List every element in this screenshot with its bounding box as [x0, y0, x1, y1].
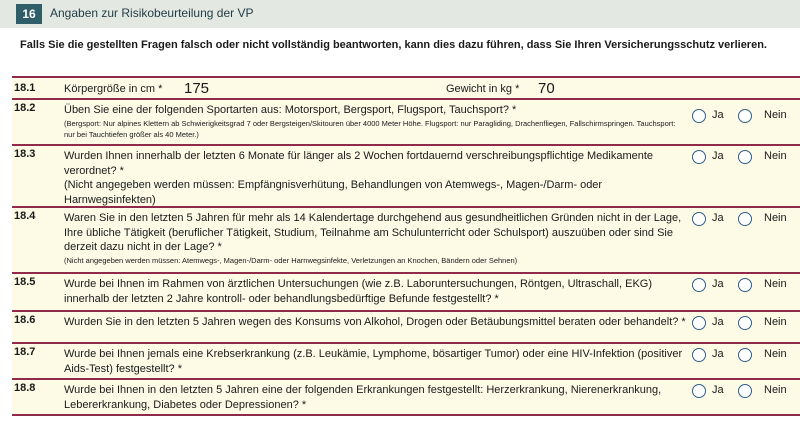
yes-label: Ja — [712, 150, 724, 162]
section-header — [0, 0, 800, 28]
yes-label: Ja — [712, 348, 724, 360]
question-number: 18.3 — [14, 148, 36, 160]
no-radio[interactable] — [738, 150, 752, 164]
no-radio[interactable] — [738, 109, 752, 123]
section-title: Angaben zur Risikobeurteilung der VP — [50, 6, 254, 20]
question-number: 18.5 — [14, 276, 36, 288]
section-number: 16 — [16, 4, 42, 24]
no-label: Nein — [764, 316, 787, 328]
question-row — [12, 208, 800, 274]
yes-label: Ja — [712, 109, 724, 121]
yes-radio[interactable] — [692, 109, 706, 123]
no-label: Nein — [764, 109, 787, 121]
no-label: Nein — [764, 278, 787, 290]
no-radio[interactable] — [738, 316, 752, 330]
no-radio[interactable] — [738, 212, 752, 226]
no-label: Nein — [764, 348, 787, 360]
no-radio[interactable] — [738, 278, 752, 292]
yes-label: Ja — [712, 316, 724, 328]
height-field[interactable]: 175 — [184, 80, 210, 97]
question-number: 18.6 — [14, 314, 36, 326]
question-text: Wurde bei Ihnen jemals eine Krebserkrankung (z.B. Leukämie, Lymphome, bösartiger Tumor) oder eine HIV-Infektion (positiver Aids-Test) festgestellt? * — [64, 348, 683, 375]
question-note: (Bergsport: Nur alpines Klettern ab Schwierigkeitsgrad 7 oder Bergsteigen/Skitouren über 4000 Meter Höhe. Flugsport: nur Paragliding, Drachenfliegen, Fallschirmspringen. Tauchsport: nur bei Tauchtiefen größer als 40 Meter.) — [64, 118, 676, 139]
question-note: (Nicht angegeben werden müssen: Empfängnisverhütung, Behandlungen von Atemwegs-, Magen-/Darm- oder Harnwegsinfekten) — [64, 179, 603, 206]
question-row — [12, 146, 800, 208]
questionnaire-table — [12, 76, 800, 416]
question-number: 18.2 — [14, 102, 36, 114]
question-text: Waren Sie in den letzten 5 Jahren für mehr als 14 Kalendertage durchgehend aus gesundheitlichen Gründen nicht in der Lage, Ihre übliche Tätigkeit (beruflicher Tätigkeit, Studium, Teilnahme am Schulunterricht oder Schulsport) auszuüben oder sind Sie derzeit dazu nicht in der Lage? * — [64, 212, 682, 253]
yes-radio[interactable] — [692, 278, 706, 292]
row-number: 18.1 — [14, 82, 36, 94]
question-text: Wurde bei Ihnen in den letzten 5 Jahren eine der folgenden Erkrankungen festgestellt: Herzerkrankung, Nierenerkrankung, Lebererkrankung, Diabetes oder Depressionen? * — [64, 384, 662, 411]
height-label: Körpergröße in cm * — [64, 83, 163, 95]
warning-text: Falls Sie die gestellten Fragen falsch oder nicht vollständig beantworten, kann dies dazu führen, dass Sie Ihren Versicherungsschutz verlieren. — [20, 39, 767, 51]
yes-radio[interactable] — [692, 316, 706, 330]
yes-radio[interactable] — [692, 150, 706, 164]
question-text: Wurden Sie in den letzten 5 Jahren wegen des Konsums von Alkohol, Drogen oder Betäubungsmittel beraten oder behandelt? * — [64, 316, 686, 328]
no-radio[interactable] — [738, 384, 752, 398]
question-text: Üben Sie eine der folgenden Sportarten aus: Motorsport, Bergsport, Flugsport, Tauchsport? * — [64, 104, 517, 116]
yes-radio[interactable] — [692, 348, 706, 362]
question-text: Wurden Ihnen innerhalb der letzten 6 Monate für länger als 2 Wochen fortdauernd verschreibungspflichtige Medikamente verordnet? * — [64, 150, 654, 177]
no-label: Nein — [764, 212, 787, 224]
yes-label: Ja — [712, 278, 724, 290]
yes-label: Ja — [712, 212, 724, 224]
question-row — [12, 380, 800, 416]
question-row — [12, 100, 800, 146]
yes-radio[interactable] — [692, 212, 706, 226]
question-row — [12, 312, 800, 344]
yes-label: Ja — [712, 384, 724, 396]
no-label: Nein — [764, 150, 787, 162]
question-text: Wurde bei Ihnen im Rahmen von ärztlichen Untersuchungen (wie z.B. Laboruntersuchungen, Röntgen, Ultraschall, EKG) innerhalb der letzten 2 Jahre kontroll- oder behandlungsbedürftige Befunde festgestellt? * — [64, 278, 653, 305]
row-18-1 — [12, 78, 800, 100]
question-row — [12, 344, 800, 380]
question-note: (Nicht angegeben werden müssen: Atemwegs-, Magen-/Darm- oder Harnwegsinfekte, Verletzungen an Knochen, Bändern oder Sehnen) — [64, 255, 518, 265]
no-label: Nein — [764, 384, 787, 396]
weight-field[interactable]: 70 — [538, 80, 555, 97]
question-row — [12, 274, 800, 312]
question-number: 18.4 — [14, 210, 36, 222]
question-number: 18.8 — [14, 382, 36, 394]
question-number: 18.7 — [14, 346, 36, 358]
weight-label: Gewicht in kg * — [446, 83, 520, 95]
no-radio[interactable] — [738, 348, 752, 362]
yes-radio[interactable] — [692, 384, 706, 398]
